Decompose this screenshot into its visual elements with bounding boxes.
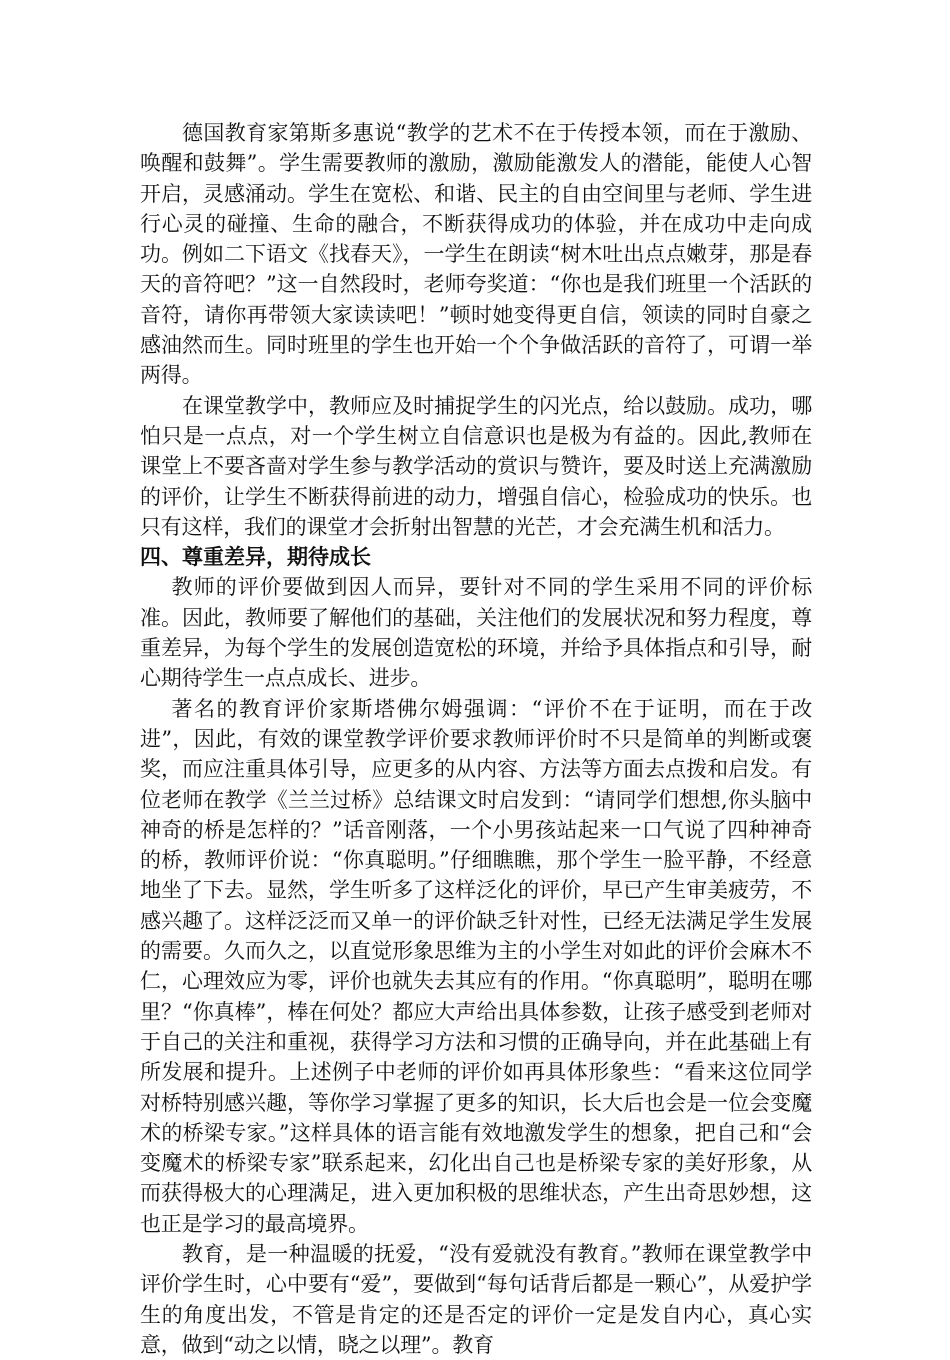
paragraph-education-love: 教育，是一种温暖的抚爱，“没有爱就没有教育。”教师在课堂教学中评价学生时，心中要有“爱”，要做到“每句话背后都是一颗心”，从爱护学生的角度出发，不管是肯定的还是否定的评价一定是发自内心，真心实意，做到“动之以情，晓之以理”。教育 (140, 1241, 812, 1357)
paragraph-capture-highlights: 在课堂教学中，教师应及时捕捉学生的闪光点，给以鼓励。成功，哪怕只是一点点，对一个学生树立自信意识也是极为有益的。因此,教师在课堂上不要吝啬对学生参与教学活动的赏识与赞许，要及时送上充满激励的评价，让学生不断获得前进的动力，增强自信心，检验成功的快乐。也只有这样，我们的课堂才会折射出智慧的光芒，才会充满生机和活力。 (140, 393, 812, 539)
document-page (140, 118, 812, 1360)
paragraph-respect-differences: 教师的评价要做到因人而异，要针对不同的学生采用不同的评价标准。因此，教师要了解他们的基础，关注他们的发展状况和努力程度，尊重差异，为每个学生的发展创造宽松的环境，并给予具体指点和引导，耐心期待学生一点点成长、进步。 (140, 575, 812, 691)
paragraph-encouragement: 德国教育家第斯多惠说“教学的艺术不在于传授本领，而在于激励、唤醒和鼓舞”。学生需要教师的激励，激励能激发人的潜能，能使人心智开启，灵感涌动。学生在宽松、和谐、民主的自由空间里与老师、学生进行心灵的碰撞、生命的融合，不断获得成功的体验，并在成功中走向成功。例如二下语文《找春天》，一学生在朗读“树木吐出点点嫩芽，那是春天的音符吧？”这一自然段时，老师夸奖道：“你也是我们班里一个活跃的音符，请你再带领大家读读吧！”顿时她变得更自信，领读的同时自豪之感油然而生。同时班里的学生也开始一个个争做活跃的音符了，可谓一举两得。 (140, 121, 812, 388)
section-heading: 四、尊重差异，期待成长 (140, 545, 371, 570)
paragraph-specific-guidance: 著名的教育评价家斯塔佛尔姆强调：“评价不在于证明，而在于改进”，因此，有效的课堂教学评价要求教师评价时不只是简单的判断或褒奖，而应注重具体引导，应更多的从内容、方法等方面去点拨和启发。有位老师在教学《兰兰过桥》总结课文时启发到：“请同学们想想,你头脑中神奇的桥是怎样的？”话音刚落，一个小男孩站起来一口气说了四种神奇的桥，教师评价说：“你真聪明。”仔细瞧瞧，那个学生一脸平静，不经意地坐了下去。显然，学生听多了这样泛化的评价，早已产生审美疲劳，不感兴趣了。这样泛泛而又单一的评价缺乏针对性，已经无法满足学生发展的需要。久而久之，以直觉形象思维为主的小学生对如此的评价会麻木不仁，心理效应为零，评价也就失去其应有的作用。“你真聪明”，聪明在哪里？“你真棒”，棒在何处？都应大声给出具体参数，让孩子感受到老师对于自己的关注和重视，获得学习方法和习惯的正确导向，并在此基础上有所发展和提升。上述例子中老师的评价如再具体形象些：“看来这位同学对桥特别感兴趣，等你学习掌握了更多的知识，长大后也会是一位会变魔术的桥梁专家。”这样具体的语言能有效地激发学生的想象，把自己和“会变魔术的桥梁专家”联系起来，幻化出自己也是桥梁专家的美好形象，从而获得极大的心理满足，进入更加积极的思维状态，产生出奇思妙想，这也正是学习的最高境界。 (140, 696, 812, 1236)
